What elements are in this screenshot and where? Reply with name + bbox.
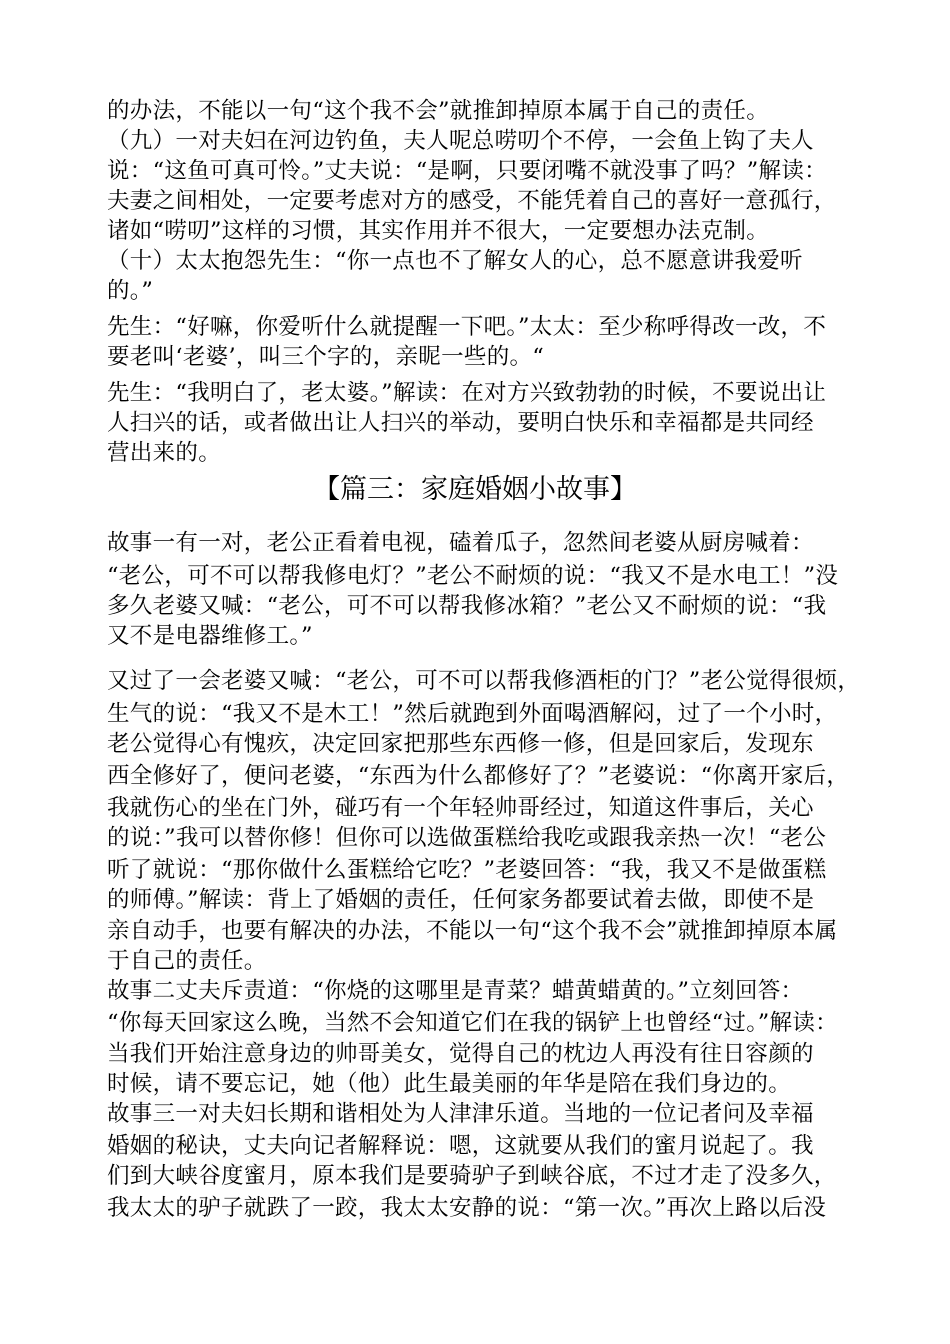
- text-line: 时候，请不要忘记，她（他）此生最美丽的年华是陪在我们身边的。: [107, 1071, 792, 1097]
- text-line: 要老叫‘老婆’，叫三个字的，亲昵一些的。“: [107, 344, 545, 370]
- text-line: 人扫兴的话，或者做出让人扫兴的举动，要明白快乐和幸福都是共同经: [107, 410, 814, 436]
- text-line: 多久老婆又喊：“老公，可不可以帮我修冰箱？”老公又不耐烦的说：“我: [107, 593, 827, 619]
- text-line: “老公，可不可以帮我修电灯？”老公不耐烦的说：“我又不是水电工！”没: [107, 563, 839, 589]
- text-line: 老公觉得心有愧疚，决定回家把那些东西修一修，但是回家后，发现东: [107, 731, 814, 757]
- text-line: 的说：”我可以替你修！但你可以选做蛋糕给我吃或跟我亲热一次！“老公: [107, 825, 827, 851]
- text-line: 诸如“唠叨”这样的习惯，其实作用并不很大，一定要想办法克制。: [107, 218, 770, 244]
- text-line: “你每天回家这么晚，当然不会知道它们在我的锅铲上也曾经“过。”解读：: [107, 1010, 838, 1036]
- section-heading: 【篇三：家庭婚姻小故事】: [313, 474, 637, 505]
- text-line: 生气的说：“我又不是木工！”然后就跑到外面喝酒解闷，过了一个小时，: [107, 701, 838, 727]
- text-line: 的师傅。”解读：背上了婚姻的责任，任何家务都要试着去做，即使不是: [107, 887, 815, 913]
- text-line: 我太太的驴子就跌了一跤，我太太安静的说：“第一次。”再次上路以后没: [107, 1195, 827, 1221]
- text-line: 故事一有一对，老公正看着电视，磕着瓜子，忽然间老婆从厨房喊着：: [107, 530, 814, 556]
- text-line: 西全修好了，便问老婆，“东西为什么都修好了？”老婆说：“你离开家后，: [107, 763, 850, 789]
- text-line: 营出来的。: [107, 440, 222, 466]
- text-line: （九）一对夫妇在河边钓鱼，夫人呢总唠叨个不停，一会鱼上钩了夫人: [107, 128, 814, 154]
- text-line: 当我们开始注意身边的帅哥美女，觉得自己的枕边人再没有往日容颜的: [107, 1041, 814, 1067]
- text-line: 婚姻的秘诀，丈夫向记者解释说：嗯，这就要从我们的蜜月说起了。我: [107, 1133, 814, 1159]
- text-line: 说：“这鱼可真可怜。”丈夫说：“是啊，只要闭嘴不就没事了吗？”解读：: [107, 158, 827, 184]
- text-line: 听了就说：“那你做什么蛋糕给它吃？”老婆回答：“我，我又不是做蛋糕: [107, 857, 827, 883]
- text-line: 我就伤心的坐在门外，碰巧有一个年轻帅哥经过，知道这件事后，关心: [107, 795, 814, 821]
- text-line: 先生：“我明白了，老太婆。”解读：在对方兴致勃勃的时候，不要说出让: [107, 380, 827, 406]
- text-line: （十）太太抱怨先生：“你一点也不了解女人的心，总不愿意讲我爱听: [107, 248, 803, 274]
- text-line: 夫妻之间相处，一定要考虑对方的感受，不能凭着自己的喜好一意孤行，: [107, 188, 837, 214]
- text-line: 亲自动手，也要有解决的办法，不能以一句“这个我不会”就推卸掉原本属: [107, 918, 838, 944]
- text-line: 的。”: [107, 278, 154, 304]
- text-line: 先生：“好嘛，你爱听什么就提醒一下吧。”太太：至少称呼得改一改，不: [107, 314, 827, 340]
- text-line: 又过了一会老婆又喊：“老公，可不可以帮我修酒柜的门？”老公觉得很烦，: [107, 668, 861, 694]
- text-line: 的办法，不能以一句“这个我不会”就推卸掉原本属于自己的责任。: [107, 98, 770, 124]
- text-line: 故事三一对夫妇长期和谐相处为人津津乐道。当地的一位记者问及幸福: [107, 1101, 814, 1127]
- text-line: 又不是电器维修工。”: [107, 623, 313, 649]
- text-line: 于自己的责任。: [107, 948, 267, 974]
- text-line: 们到大峡谷度蜜月，原本我们是要骑驴子到峡谷底，不过才走了没多久，: [107, 1163, 837, 1189]
- text-line: 故事二丈夫斥责道：“你烧的这哪里是青菜？蜡黄蜡黄的。”立刻回答：: [107, 978, 804, 1004]
